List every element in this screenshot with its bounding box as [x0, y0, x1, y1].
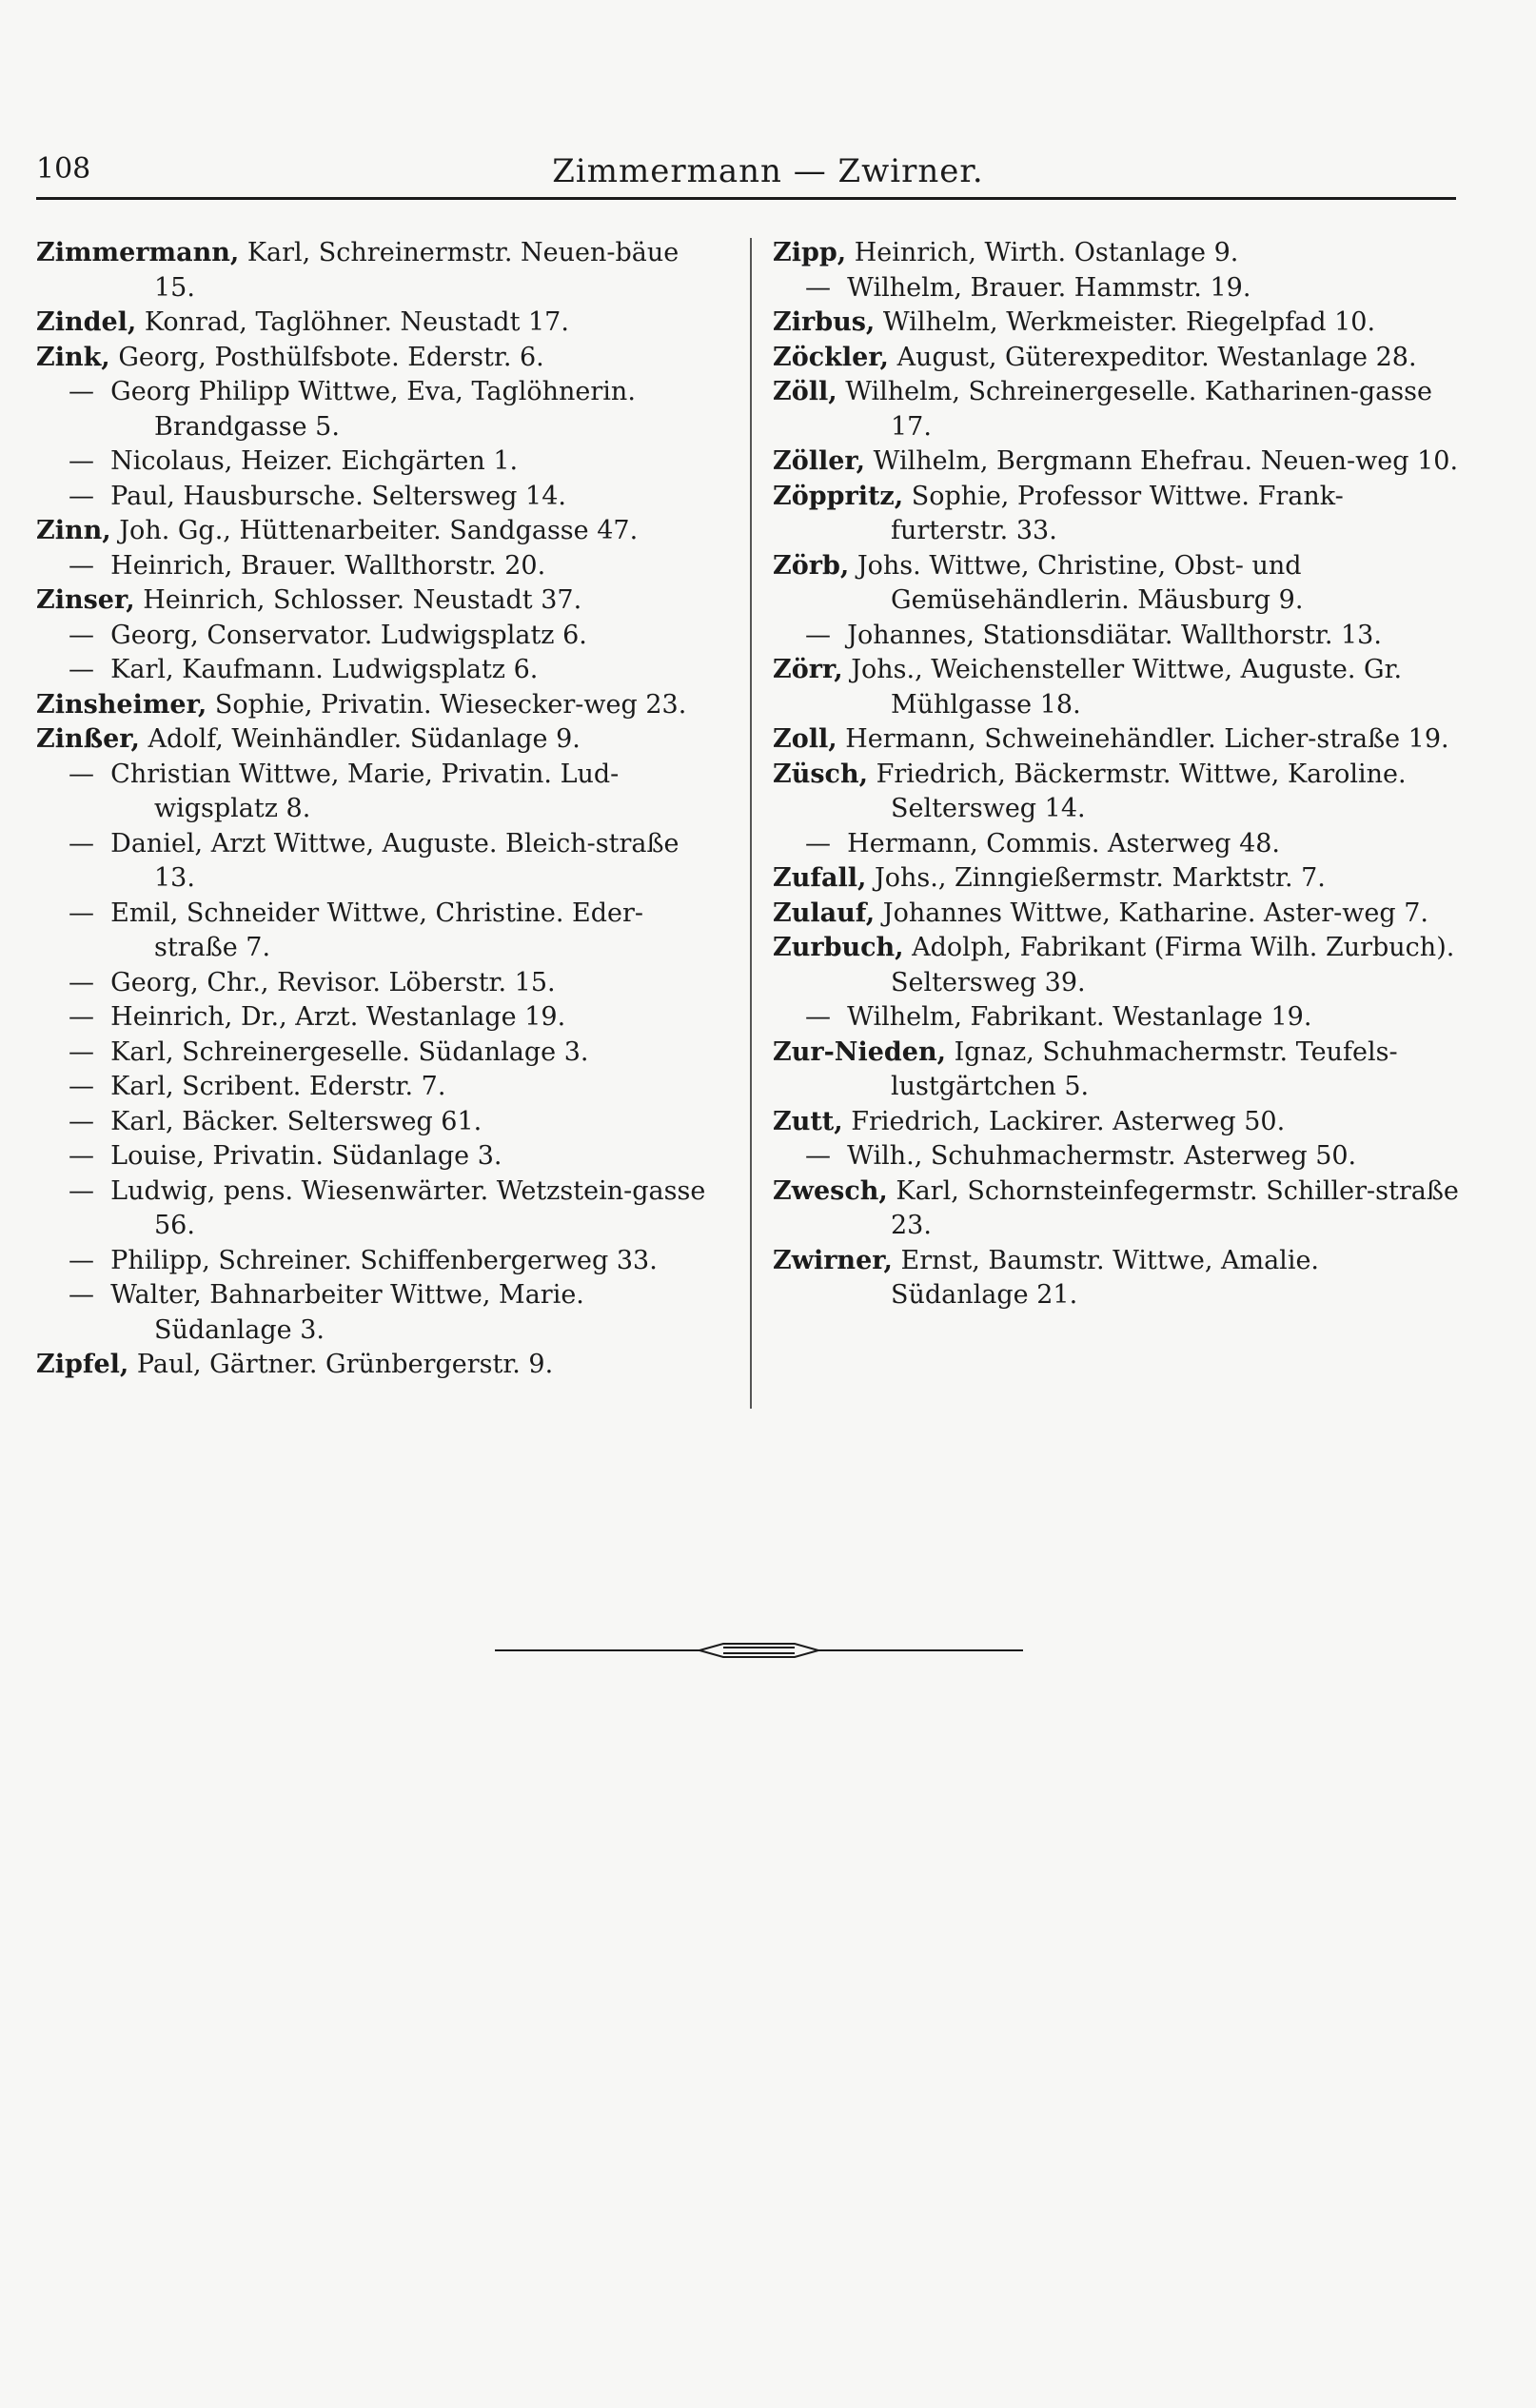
directory-entry — [36, 1105, 723, 1140]
surname: Zutt, — [773, 1106, 843, 1136]
entry-details: Georg, Chr., Revisor. Löberstr. 15. — [110, 967, 556, 997]
directory-entry — [36, 236, 723, 306]
directory-entry — [36, 444, 723, 480]
left-column — [36, 236, 723, 1383]
directory-entry — [36, 1000, 723, 1036]
continuation-dash: — — [805, 1141, 848, 1171]
entry-details: Adolph, Fabrikant (Firma Wilh. Zurbuch). Seltersweg 39. — [891, 933, 1455, 997]
entry-details: Walter, Bahnarbeiter Wittwe, Marie. Südanlage 3. — [110, 1280, 584, 1345]
entry-details: Friedrich, Bäckermstr. Wittwe, Karoline. Seltersweg 14. — [876, 759, 1407, 823]
directory-entry — [773, 444, 1460, 480]
surname: Zurbuch, — [773, 933, 904, 962]
surname: Zimmermann, — [36, 238, 240, 267]
continuation-dash: — — [69, 446, 111, 476]
entry-details: Georg, Posthülfsbote. Ederstr. 6. — [118, 342, 544, 372]
entry-details: Friedrich, Lackirer. Asterweg 50. — [851, 1106, 1286, 1136]
directory-entry — [36, 306, 723, 341]
directory-entry — [36, 619, 723, 654]
surname: Zoll, — [773, 724, 837, 754]
entry-details: Johs. Wittwe, Christine, Obst- und Gemüsehändlerin. Mäusburg 9. — [857, 550, 1304, 615]
entry-details: Johannes, Stationsdiätar. Wallthorstr. 13. — [847, 620, 1382, 650]
entry-details: Karl, Schreinermstr. Neuen-bäue 15. — [154, 238, 679, 303]
entry-details: Georg, Conservator. Ludwigsplatz 6. — [110, 620, 587, 650]
continuation-dash: — — [805, 1002, 848, 1032]
column-divider — [750, 238, 752, 1409]
directory-entry — [773, 1105, 1460, 1140]
entry-details: Ernst, Baumstr. Wittwe, Amalie. Südanlage 21. — [891, 1245, 1320, 1310]
entry-details: Konrad, Taglöhner. Neustadt 17. — [144, 307, 569, 337]
directory-entry — [773, 549, 1460, 619]
directory-entry — [773, 1139, 1460, 1174]
entry-details: Sophie, Professor Wittwe. Frank-furterstr. 33. — [891, 481, 1344, 545]
surname: Zinsheimer, — [36, 689, 207, 720]
directory-entry — [36, 1139, 723, 1174]
entry-details: Karl, Schornsteinfegermstr. Schiller-straße 23. — [891, 1175, 1459, 1240]
surname: Zwesch, — [773, 1175, 888, 1206]
entry-details: Karl, Bäcker. Seltersweg 61. — [110, 1106, 482, 1136]
entry-details: Ludwig, pens. Wiesenwärter. Wetzstein-gasse 56. — [110, 1175, 706, 1240]
entry-details: Wilh., Schuhmachermstr. Asterweg 50. — [847, 1141, 1357, 1171]
directory-entry — [36, 1036, 723, 1071]
directory-entry — [36, 758, 723, 827]
directory-entry — [773, 1244, 1460, 1313]
entry-details: Karl, Kaufmann. Ludwigsplatz 6. — [110, 655, 539, 684]
entry-details: Karl, Schreinergeselle. Südanlage 3. — [110, 1036, 589, 1067]
entry-details: Heinrich, Dr., Arzt. Westanlage 19. — [110, 1002, 566, 1032]
directory-entry — [36, 375, 723, 444]
continuation-dash: — — [69, 1002, 111, 1032]
directory-entry — [36, 480, 723, 515]
continuation-dash: — — [69, 967, 111, 997]
entry-details: Wilhelm, Werkmeister. Riegelpfad 10. — [882, 307, 1376, 337]
directory-entry — [36, 549, 723, 584]
continuation-dash: — — [805, 272, 848, 303]
continuation-dash: — — [805, 620, 848, 650]
surname: Zinser, — [36, 585, 135, 615]
entry-details: Paul, Hausbursche. Seltersweg 14. — [110, 481, 566, 511]
continuation-dash: — — [69, 1141, 111, 1171]
entry-details: Joh. Gg., Hüttenarbeiter. Sandgasse 47. — [119, 516, 639, 545]
directory-entry — [773, 375, 1460, 444]
entry-details: Heinrich, Brauer. Wallthorstr. 20. — [110, 550, 546, 581]
entry-details: Louise, Privatin. Südanlage 3. — [110, 1141, 502, 1171]
continuation-dash: — — [69, 898, 111, 928]
surname: Zörr, — [773, 655, 843, 684]
entry-details: Karl, Scribent. Ederstr. 7. — [110, 1072, 446, 1101]
continuation-dash: — — [69, 828, 111, 859]
directory-entry — [36, 722, 723, 758]
directory-entry — [36, 1278, 723, 1348]
surname: Zink, — [36, 342, 110, 372]
right-column — [773, 236, 1460, 1313]
surname: Zwirner, — [773, 1245, 893, 1275]
directory-entry — [36, 897, 723, 966]
end-ornament — [495, 1639, 1023, 1662]
entry-details: Georg Philipp Wittwe, Eva, Taglöhnerin. Brandgasse 5. — [110, 377, 636, 442]
entry-details: Adolf, Weinhändler. Südanlage 9. — [148, 724, 581, 754]
directory-entry — [773, 341, 1460, 376]
entry-details: Paul, Gärtner. Grünbergerstr. 9. — [136, 1350, 554, 1379]
entry-details: Daniel, Arzt Wittwe, Auguste. Bleich-straße 13. — [110, 828, 679, 893]
surname: Zirbus, — [773, 307, 876, 337]
continuation-dash: — — [69, 1280, 111, 1310]
entry-details: Wilhelm, Brauer. Hammstr. 19. — [847, 272, 1251, 303]
continuation-dash: — — [69, 1245, 111, 1275]
directory-entry — [773, 827, 1460, 862]
continuation-dash: — — [69, 377, 111, 406]
directory-entry — [773, 1000, 1460, 1036]
directory-entry — [36, 688, 723, 723]
directory-entry — [773, 653, 1460, 722]
entry-details: Wilhelm, Schreinergeselle. Katharinen-gasse 17. — [845, 377, 1432, 442]
surname: Zinn, — [36, 516, 111, 545]
directory-entry — [36, 1348, 723, 1383]
directory-entry — [36, 827, 723, 897]
header-rule — [36, 197, 1456, 200]
continuation-dash: — — [69, 1036, 111, 1067]
continuation-dash: — — [69, 1175, 111, 1206]
directory-entry — [36, 966, 723, 1001]
entry-details: Johs., Zinngießermstr. Marktstr. 7. — [874, 863, 1326, 893]
directory-entry — [773, 897, 1460, 932]
surname: Zörb, — [773, 550, 850, 581]
entry-details: Wilhelm, Fabrikant. Westanlage 19. — [847, 1002, 1312, 1032]
directory-entry — [773, 758, 1460, 827]
directory-entry — [36, 653, 723, 688]
directory-entry — [36, 341, 723, 376]
surname: Zöller, — [773, 446, 866, 476]
surname: Zufall, — [773, 863, 867, 893]
entry-details: Sophie, Privatin. Wiesecker-weg 23. — [214, 689, 687, 720]
entry-details: Philipp, Schreiner. Schiffenbergerweg 33. — [110, 1245, 658, 1275]
entry-details: Johs., Weichensteller Wittwe, Auguste. Gr. Mühlgasse 18. — [851, 655, 1403, 720]
directory-entry — [773, 1036, 1460, 1105]
entry-details: Nicolaus, Heizer. Eichgärten 1. — [110, 446, 519, 476]
directory-entry — [773, 236, 1460, 271]
continuation-dash: — — [69, 620, 111, 650]
surname: Zulauf, — [773, 898, 876, 928]
entry-details: Ignaz, Schuhmachermstr. Teufels-lustgärtchen 5. — [891, 1036, 1398, 1101]
directory-entry — [773, 861, 1460, 897]
entry-details: August, Güterexpeditor. Westanlage 28. — [896, 342, 1417, 372]
entry-details: Heinrich, Schlosser. Neustadt 37. — [143, 585, 582, 615]
surname: Zipp, — [773, 238, 847, 267]
directory-entry — [36, 1070, 723, 1105]
continuation-dash: — — [805, 828, 848, 859]
entry-details: Hermann, Commis. Asterweg 48. — [847, 828, 1281, 859]
directory-entry — [773, 931, 1460, 1000]
surname: Zinßer, — [36, 724, 140, 754]
entry-details: Johannes Wittwe, Katharine. Aster-weg 7. — [882, 898, 1428, 928]
running-head: Zimmermann — Zwirner. — [552, 152, 984, 190]
surname: Zipfel, — [36, 1350, 129, 1379]
continuation-dash: — — [69, 550, 111, 581]
page-number: 108 — [36, 152, 91, 186]
directory-entry — [773, 480, 1460, 549]
surname: Zöppritz, — [773, 481, 904, 511]
continuation-dash: — — [69, 1106, 111, 1136]
surname: Züsch, — [773, 759, 869, 789]
directory-entry — [773, 722, 1460, 758]
surname: Zur-Nieden, — [773, 1036, 946, 1067]
entry-details: Hermann, Schweinehändler. Licher-straße 19. — [845, 724, 1449, 754]
surname: Zöll, — [773, 377, 837, 406]
continuation-dash: — — [69, 1072, 111, 1101]
directory-entry — [36, 514, 723, 549]
continuation-dash: — — [69, 759, 111, 789]
directory-entry — [773, 619, 1460, 654]
entry-details: Wilhelm, Bergmann Ehefrau. Neuen-weg 10. — [873, 446, 1459, 476]
entry-details: Emil, Schneider Wittwe, Christine. Eder-straße 7. — [110, 898, 644, 962]
surname: Zöckler, — [773, 342, 889, 372]
directory-entry — [773, 271, 1460, 306]
entry-details: Christian Wittwe, Marie, Privatin. Lud-wigsplatz 8. — [110, 759, 620, 823]
entry-details: Heinrich, Wirth. Ostanlage 9. — [854, 238, 1239, 267]
directory-entry — [36, 583, 723, 619]
surname: Zindel, — [36, 307, 137, 337]
directory-entry — [36, 1174, 723, 1244]
directory-entry — [773, 1174, 1460, 1244]
continuation-dash: — — [69, 481, 111, 511]
continuation-dash: — — [69, 655, 111, 684]
directory-entry — [36, 1244, 723, 1279]
directory-entry — [773, 306, 1460, 341]
